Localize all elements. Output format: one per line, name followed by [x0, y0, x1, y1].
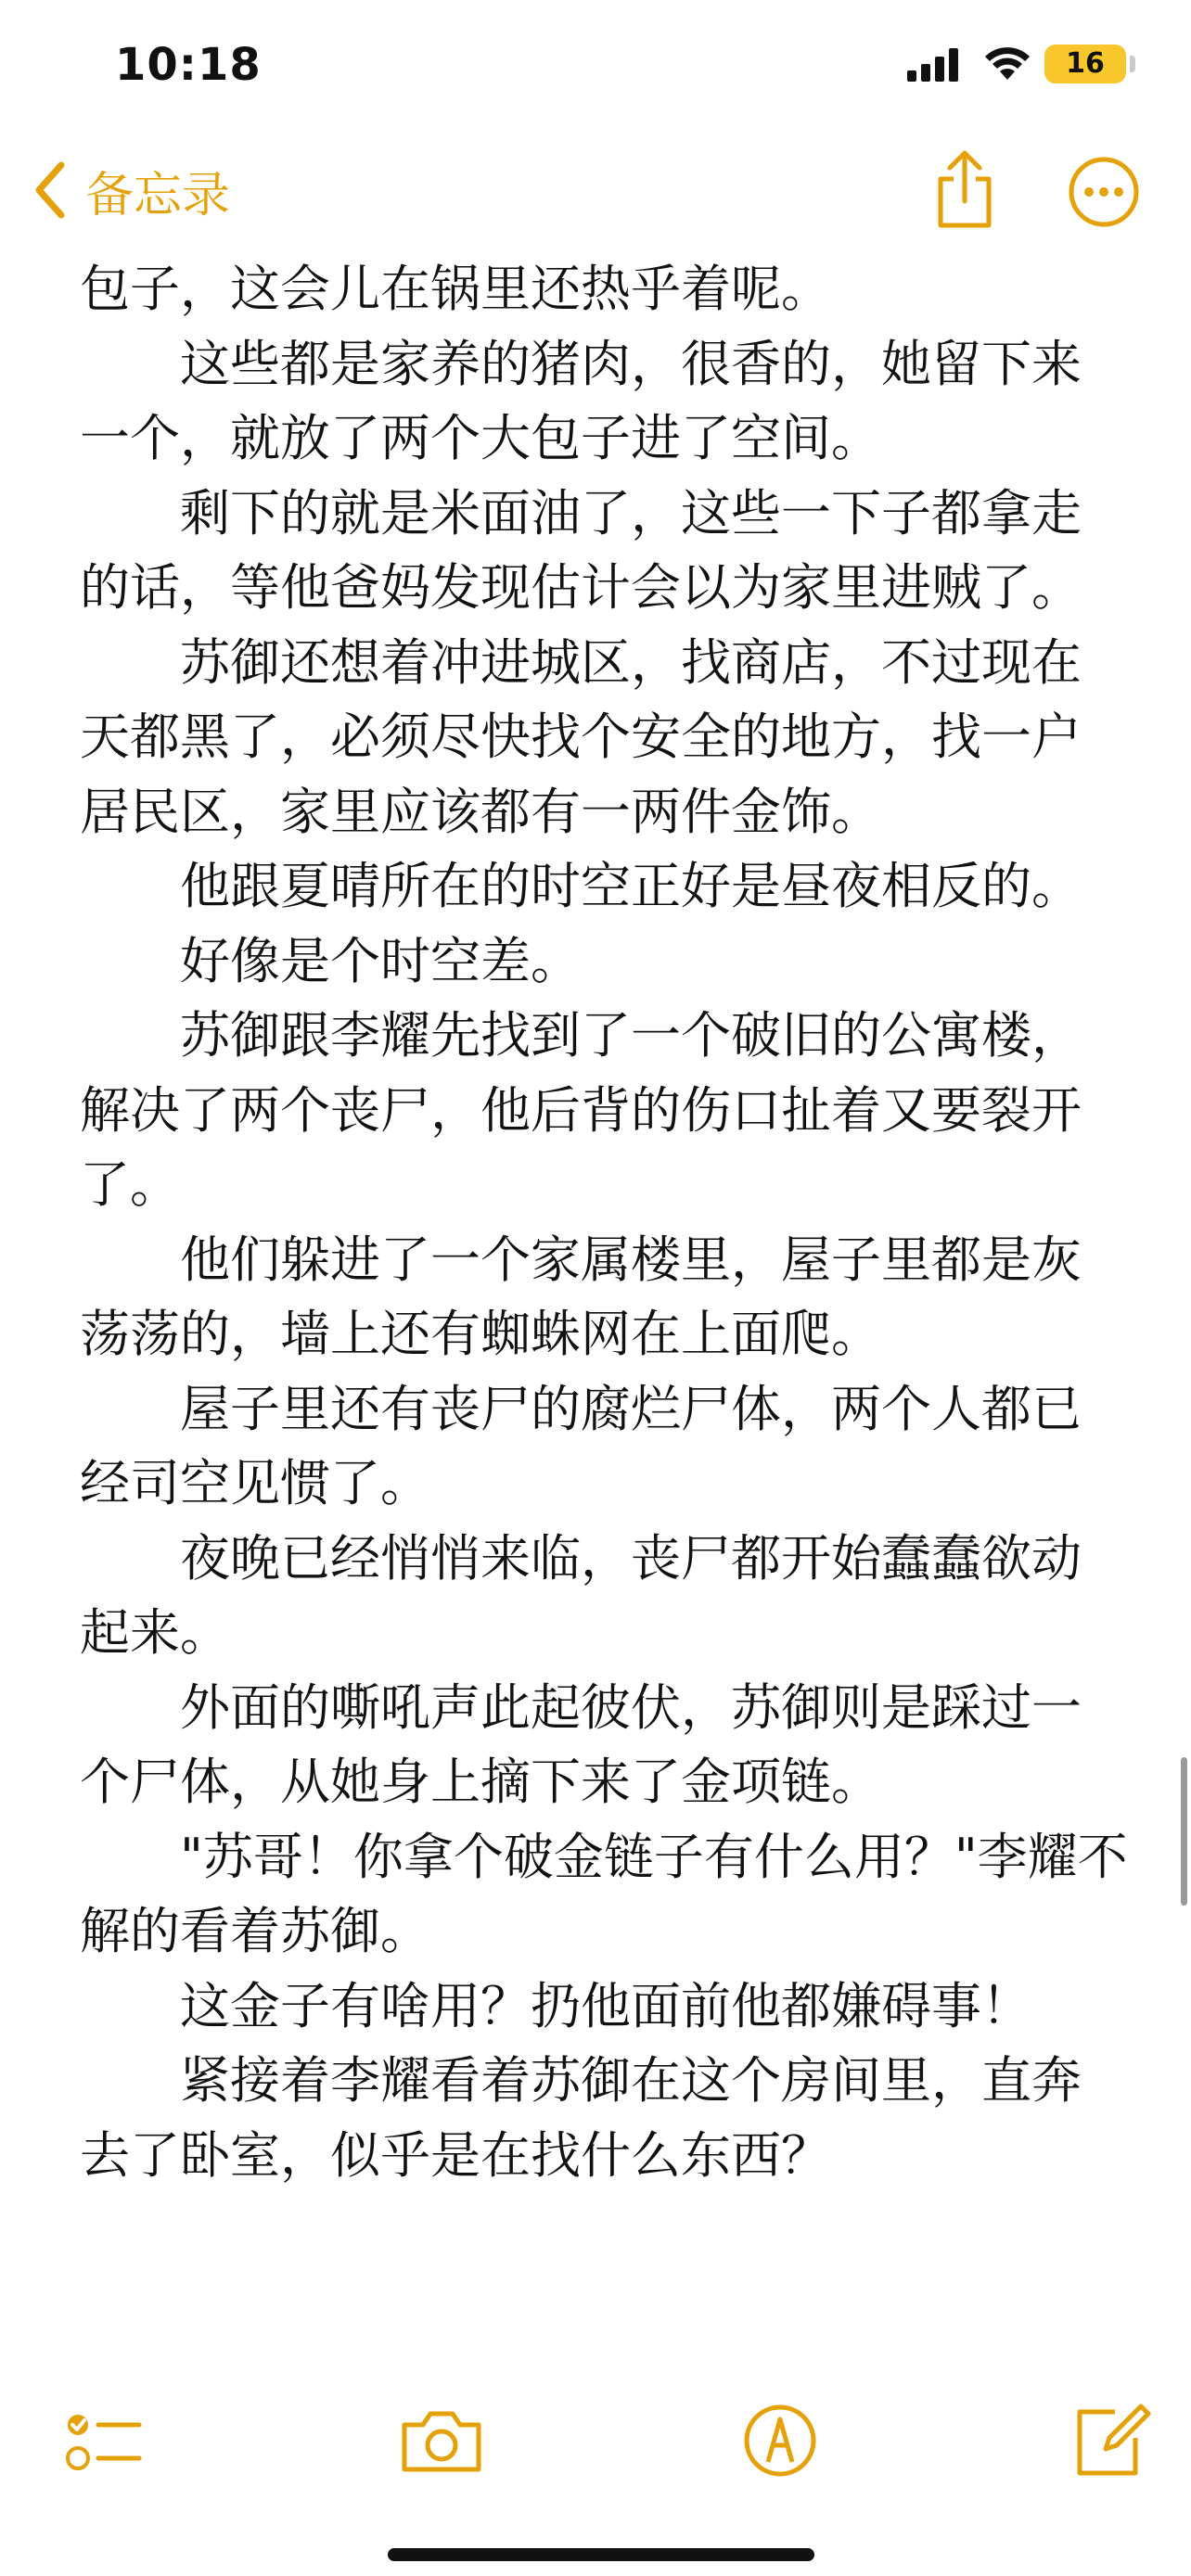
- checklist-icon[interactable]: [61, 2399, 145, 2482]
- note-body[interactable]: [80, 252, 1128, 2193]
- note-paragraph: 好像是个时空差。: [180, 931, 581, 990]
- scroll-indicator[interactable]: [1181, 1757, 1187, 1906]
- status-bar: [0, 0, 1191, 134]
- status-time: 10:18: [115, 39, 262, 91]
- wifi-icon: [983, 46, 1031, 82]
- note-paragraph: 他们躲进了一个家属楼里，屋子里都是灰荡荡的，墙上还有蜘蛛网在上面爬。: [80, 1230, 1082, 1363]
- back-label: 备忘录: [85, 167, 231, 223]
- more-icon[interactable]: [1067, 155, 1141, 229]
- home-indicator[interactable]: [388, 2548, 814, 2561]
- note-paragraph: 这金子有啥用？扔他面前他都嫌碍事！: [180, 1976, 1031, 2035]
- share-icon[interactable]: [928, 147, 1002, 231]
- markup-pen-icon[interactable]: [738, 2399, 822, 2482]
- back-button[interactable]: [33, 153, 230, 227]
- note-paragraph: 紧接着李耀看着苏御在这个房间里，直奔去了卧室，似乎是在找什么东西？: [80, 2051, 1082, 2185]
- cellular-signal-icon: [907, 48, 963, 82]
- camera-icon[interactable]: [397, 2399, 486, 2482]
- note-paragraph: 剩下的就是米面油了，这些一下子都拿走的话，等他爸妈发现估计会以为家里进贼了。: [80, 483, 1082, 617]
- note-paragraph: 外面的嘶吼声此起彼伏，苏御则是踩过一个尸体，从她身上摘下来了金项链。: [80, 1677, 1082, 1811]
- note-paragraph: 包子，这会儿在锅里还热乎着呢。: [80, 260, 831, 318]
- note-paragraph: 他跟夏晴所在的时空正好是昼夜相反的。: [180, 857, 1082, 915]
- nav-bar: [0, 134, 1191, 250]
- note-paragraph: "苏哥！你拿个破金链子有什么用？"李耀不解的看着苏御。: [80, 1827, 1128, 1960]
- note-paragraph: 屋子里还有丧尸的腐烂尸体，两个人都已经司空见惯了。: [80, 1379, 1082, 1512]
- bottom-toolbar: [0, 2388, 1191, 2499]
- note-paragraph: 苏御还想着冲进城区，找商店，不过现在天都黑了，必须尽快找个安全的地方，找一户居民区，家里应该都有一两件金饰。: [80, 632, 1082, 841]
- note-paragraph: 夜晚已经悄悄来临，丧尸都开始蠢蠢欲动起来。: [80, 1528, 1082, 1662]
- battery-cap: [1130, 56, 1135, 72]
- note-paragraph: 这些都是家养的猪肉，很香的，她留下来一个，就放了两个大包子进了空间。: [80, 334, 1082, 467]
- battery-icon: 16: [1044, 45, 1126, 83]
- compose-icon[interactable]: [1069, 2399, 1152, 2482]
- chevron-left-icon: [33, 161, 65, 219]
- note-paragraph: 苏御跟李耀先找到了一个破旧的公寓楼，解决了两个丧尸，他后背的伤口扯着又要裂开了。: [80, 1006, 1082, 1214]
